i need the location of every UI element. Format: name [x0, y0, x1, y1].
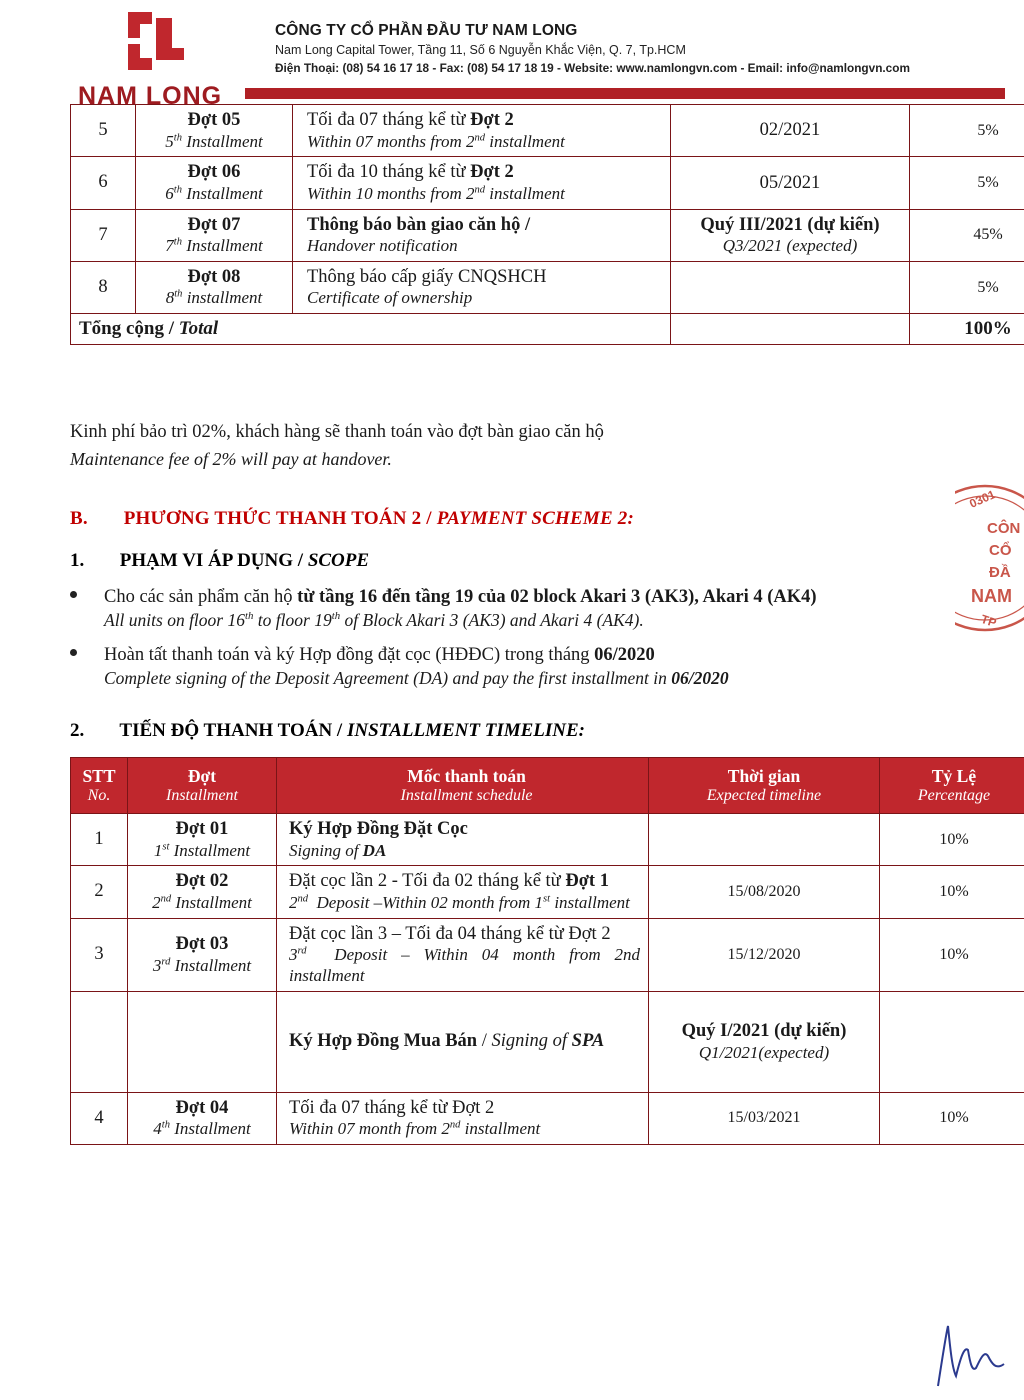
cell-stt: 6	[71, 157, 136, 209]
header-divider	[245, 88, 1005, 99]
stamp-line-2: CỔ	[989, 542, 1012, 559]
table-row	[71, 105, 1024, 157]
stamp-line-bottom: TP	[979, 611, 999, 631]
section-b2-marker: 2.	[70, 720, 85, 741]
cell-installment: Đợt 05 5th Installment	[136, 105, 293, 157]
section-b-title-en: PAYMENT SCHEME 2:	[436, 508, 635, 529]
scope-bullet-2-en: Complete signing of the Deposit Agreement (DA) and pay the first installment in 06/2020	[104, 668, 729, 689]
installment-table-scheme1	[70, 104, 1024, 345]
cell-total-label: Tổng cộng / Total	[71, 314, 671, 345]
header-stt: STT No.	[71, 758, 128, 814]
cell-schedule: Tối đa 07 tháng kể từ Đợt 2 Within 07 month from 2nd installment	[277, 1092, 649, 1144]
cell-timeline: 15/03/2021	[649, 1092, 880, 1144]
cell-timeline	[671, 261, 910, 313]
cell-percentage: 45%	[910, 209, 1024, 261]
section-b1-marker: 1.	[70, 550, 85, 571]
table-row	[71, 209, 1024, 261]
section-b-marker: B.	[70, 508, 88, 529]
scope-bullet-1-en: All units on floor 16th to floor 19th of Block Akari 3 (AK3) and Akari 4 (AK4).	[104, 610, 644, 631]
table-row	[71, 157, 1024, 209]
cell-total-percentage: 100%	[910, 314, 1024, 345]
company-info	[275, 22, 1005, 75]
cell-schedule: Đặt cọc lần 3 – Tối đa 04 tháng kể từ Đợt 2 3rd Deposit – Within 04 month from 2nd installment	[277, 918, 649, 991]
scope-bullet-2-vi: Hoàn tất thanh toán và ký Hợp đồng đặt cọc (HĐĐC) trong tháng 06/2020	[104, 645, 655, 665]
cell-schedule: Thông báo cấp giấy CNQSHCH Certificate of ownership	[293, 261, 671, 313]
section-b1-title-en: SCOPE	[307, 550, 370, 571]
cell-installment: Đợt 08 8th installment	[136, 261, 293, 313]
section-b1-heading	[70, 550, 369, 572]
cell-installment	[128, 991, 277, 1092]
table-body	[71, 105, 1024, 345]
header-percentage: Tỷ Lệ Percentage	[880, 758, 1024, 814]
cell-schedule: Ký Hợp Đồng Mua Bán / Signing of SPA	[277, 991, 649, 1092]
cell-percentage: 10%	[880, 918, 1024, 991]
scope-bullet-2	[70, 643, 970, 690]
cell-percentage: 5%	[910, 157, 1024, 209]
maintenance-note-vi: Kinh phí bảo trì 02%, khách hàng sẽ thanh toán vào đợt bàn giao căn hộ	[70, 422, 604, 442]
cell-timeline: 15/12/2020	[649, 918, 880, 991]
cell-percentage: 5%	[910, 105, 1024, 157]
company-address: Nam Long Capital Tower, Tầng 11, Số 6 Nguyễn Khắc Viện, Q. 7, Tp.HCM	[275, 43, 686, 57]
section-b2-title-en: INSTALLMENT TIMELINE:	[346, 720, 586, 741]
table-row	[71, 918, 1024, 991]
table-row	[71, 814, 1024, 866]
cell-timeline: 05/2021	[671, 157, 910, 209]
company-contact: Điện Thoại: (08) 54 16 17 18 - Fax: (08) 54 17 18 19 - Website: www.namlongvn.com - Email: info@namlongvn.com	[275, 61, 910, 75]
document-header	[0, 0, 1024, 110]
cell-timeline: 02/2021	[671, 105, 910, 157]
nam-long-logo-icon	[122, 8, 188, 74]
cell-stt: 7	[71, 209, 136, 261]
cell-stt: 5	[71, 105, 136, 157]
section-b-heading	[70, 508, 634, 530]
cell-installment: Đợt 07 7th Installment	[136, 209, 293, 261]
cell-stt: 4	[71, 1092, 128, 1144]
installment-table-scheme2	[70, 757, 1024, 1145]
table-header	[71, 758, 1024, 814]
cell-installment: Đợt 06 6th Installment	[136, 157, 293, 209]
cell-stt: 1	[71, 814, 128, 866]
header-timeline: Thời gian Expected timeline	[649, 758, 880, 814]
cell-timeline	[649, 814, 880, 866]
section-b1-title-vi: PHẠM VI ÁP DỤNG /	[119, 550, 304, 571]
cell-percentage: 10%	[880, 814, 1024, 866]
cell-total-timeline	[671, 314, 910, 345]
stamp-line-top: 0301	[967, 487, 998, 511]
table-body	[71, 814, 1024, 1145]
stamp-line-1: CÔN	[987, 520, 1021, 537]
table-header-row	[71, 758, 1024, 814]
signature-mark	[930, 1320, 1020, 1390]
header-installment: Đợt Installment	[128, 758, 277, 814]
cell-stt: 3	[71, 918, 128, 991]
cell-stt: 2	[71, 866, 128, 918]
header-schedule: Mốc thanh toán Installment schedule	[277, 758, 649, 814]
scope-bullet-1-vi: Cho các sản phẩm căn hộ từ tầng 16 đến tầng 19 của 02 block Akari 3 (AK3), Akari 4 (AK4)	[104, 587, 817, 607]
stamp-line-3: ĐẦ	[989, 564, 1011, 581]
maintenance-note-en: Maintenance fee of 2% will pay at handover.	[70, 449, 392, 469]
table-row	[71, 261, 1024, 313]
cell-timeline: Quý I/2021 (dự kiến) Q1/2021(expected)	[649, 991, 880, 1092]
bullet-dot-icon	[70, 591, 77, 598]
cell-installment: Đợt 02 2nd Installment	[128, 866, 277, 918]
table-row	[71, 866, 1024, 918]
cell-schedule: Đặt cọc lần 2 - Tối đa 02 tháng kể từ Đợt 1 2nd Deposit –Within 02 month from 1st installment	[277, 866, 649, 918]
cell-stt	[71, 991, 128, 1092]
cell-timeline: Quý III/2021 (dự kiến) Q3/2021 (expected)	[671, 209, 910, 261]
section-b2-title-vi: TIẾN ĐỘ THANH TOÁN /	[119, 720, 343, 741]
cell-installment: Đợt 04 4th Installment	[128, 1092, 277, 1144]
cell-schedule: Tối đa 10 tháng kể từ Đợt 2 Within 10 months from 2nd installment	[293, 157, 671, 209]
cell-percentage: 5%	[910, 261, 1024, 313]
cell-timeline: 15/08/2020	[649, 866, 880, 918]
cell-percentage	[880, 991, 1024, 1092]
table-row-spa	[71, 991, 1024, 1092]
company-name: CÔNG TY CỔ PHẦN ĐẦU TƯ NAM LONG	[275, 22, 578, 39]
cell-schedule: Tối đa 07 tháng kể từ Đợt 2 Within 07 months from 2nd installment	[293, 105, 671, 157]
stamp-line-4: NAM	[971, 586, 1012, 606]
cell-installment: Đợt 03 3rd Installment	[128, 918, 277, 991]
section-b2-heading	[70, 720, 585, 742]
logo-wordmark: NAM LONG	[78, 82, 223, 110]
table-row	[71, 1092, 1024, 1144]
cell-stt: 8	[71, 261, 136, 313]
cell-installment: Đợt 01 1st Installment	[128, 814, 277, 866]
bullet-dot-icon	[70, 649, 77, 656]
cell-schedule: Ký Hợp Đồng Đặt Cọc Signing of DA	[277, 814, 649, 866]
cell-schedule: Thông báo bàn giao căn hộ / Handover notification	[293, 209, 671, 261]
cell-percentage: 10%	[880, 1092, 1024, 1144]
table-row-total	[71, 314, 1024, 345]
scope-bullet-1	[70, 585, 970, 632]
section-b-title-vi: PHƯƠNG THỨC THANH TOÁN 2 /	[123, 508, 432, 529]
cell-percentage: 10%	[880, 866, 1024, 918]
